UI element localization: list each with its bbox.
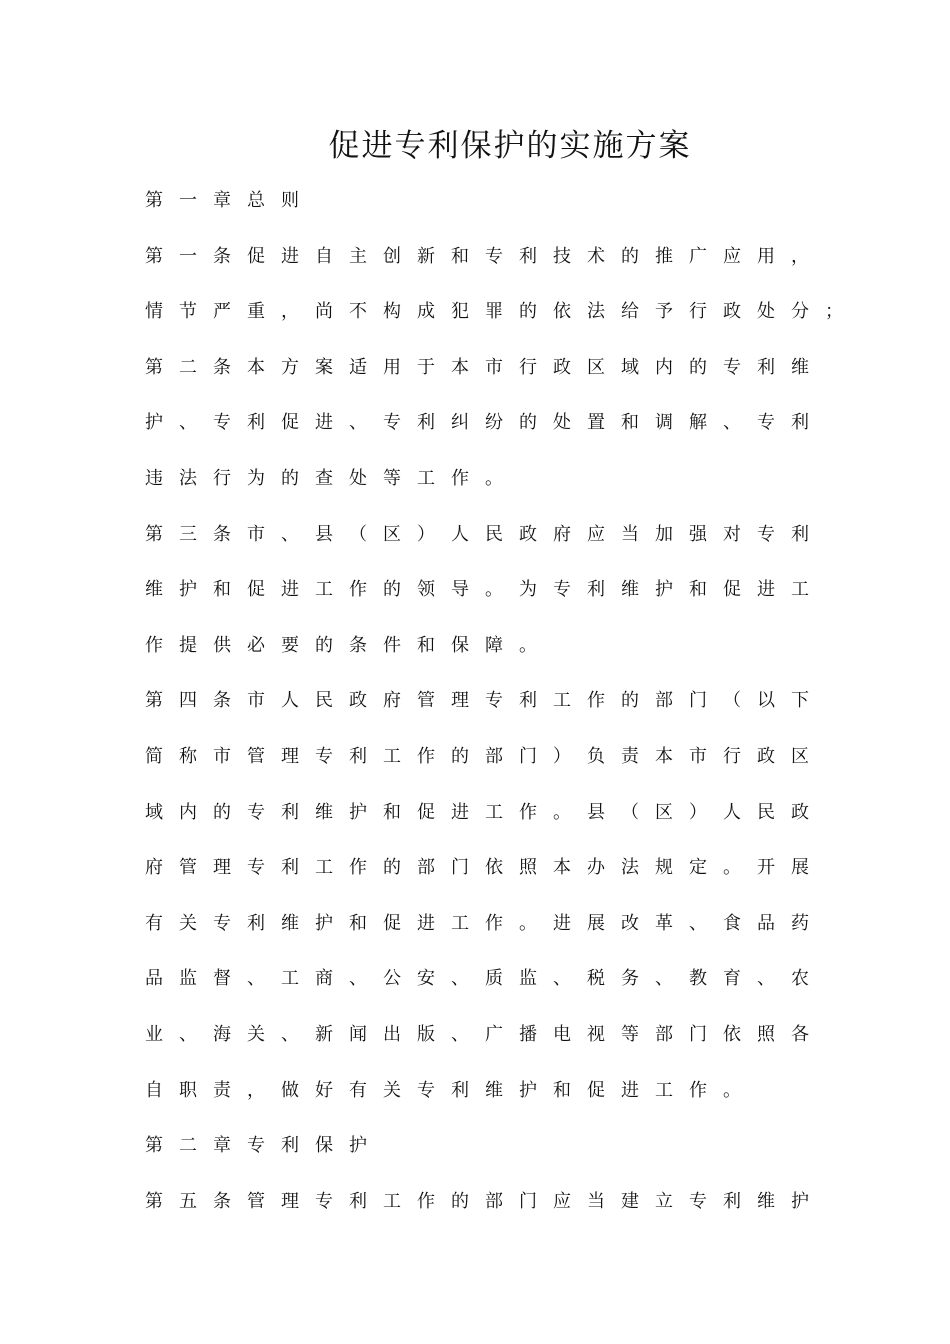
article-3-line-1: 第三条市、县（区）人民政府应当加强对专利 bbox=[145, 523, 825, 545]
article-4-line-4: 府管理专利工作的部门依照本办法规定。开展 bbox=[145, 857, 825, 879]
chapter-heading-2: 第二章专利保护 bbox=[145, 1135, 383, 1157]
article-3-line-3: 作提供必要的条件和保障。 bbox=[145, 634, 553, 656]
article-4-line-1: 第四条市人民政府管理专利工作的部门（以下 bbox=[145, 690, 825, 712]
article-1-line-1: 第一条促进自主创新和专利技术的推广应用， bbox=[145, 245, 825, 267]
article-3-line-2: 维护和促进工作的领导。为专利维护和促进工 bbox=[145, 579, 825, 601]
article-2-line-3: 违法行为的查处等工作。 bbox=[145, 467, 519, 489]
document-title: 促进专利保护的实施方案 bbox=[328, 128, 692, 164]
chapter-heading-1: 第一章总则 bbox=[145, 190, 315, 211]
document-body bbox=[145, 180, 905, 1236]
article-4-line-5: 有关专利维护和促进工作。进展改革、食品药 bbox=[145, 912, 825, 934]
article-4-line-6: 品监督、工商、公安、质监、税务、教育、农 bbox=[145, 968, 825, 990]
article-1-line-2: 情节严重，尚不构成犯罪的依法给予行政处分； bbox=[145, 301, 859, 323]
article-4-line-2: 简称市管理专利工作的部门）负责本市行政区 bbox=[145, 745, 825, 767]
article-5-line-1: 第五条管理专利工作的部门应当建立专利维护 bbox=[145, 1190, 825, 1212]
article-4-line-8: 自职责，做好有关专利维护和促进工作。 bbox=[145, 1079, 757, 1101]
article-4-line-7: 业、海关、新闻出版、广播电视等部门依照各 bbox=[145, 1023, 825, 1045]
article-2-line-1: 第二条本方案适用于本市行政区域内的专利维 bbox=[145, 356, 825, 378]
article-4-line-3: 域内的专利维护和促进工作。县（区）人民政 bbox=[145, 801, 825, 823]
article-2-line-2: 护、专利促进、专利纠纷的处置和调解、专利 bbox=[145, 412, 825, 434]
